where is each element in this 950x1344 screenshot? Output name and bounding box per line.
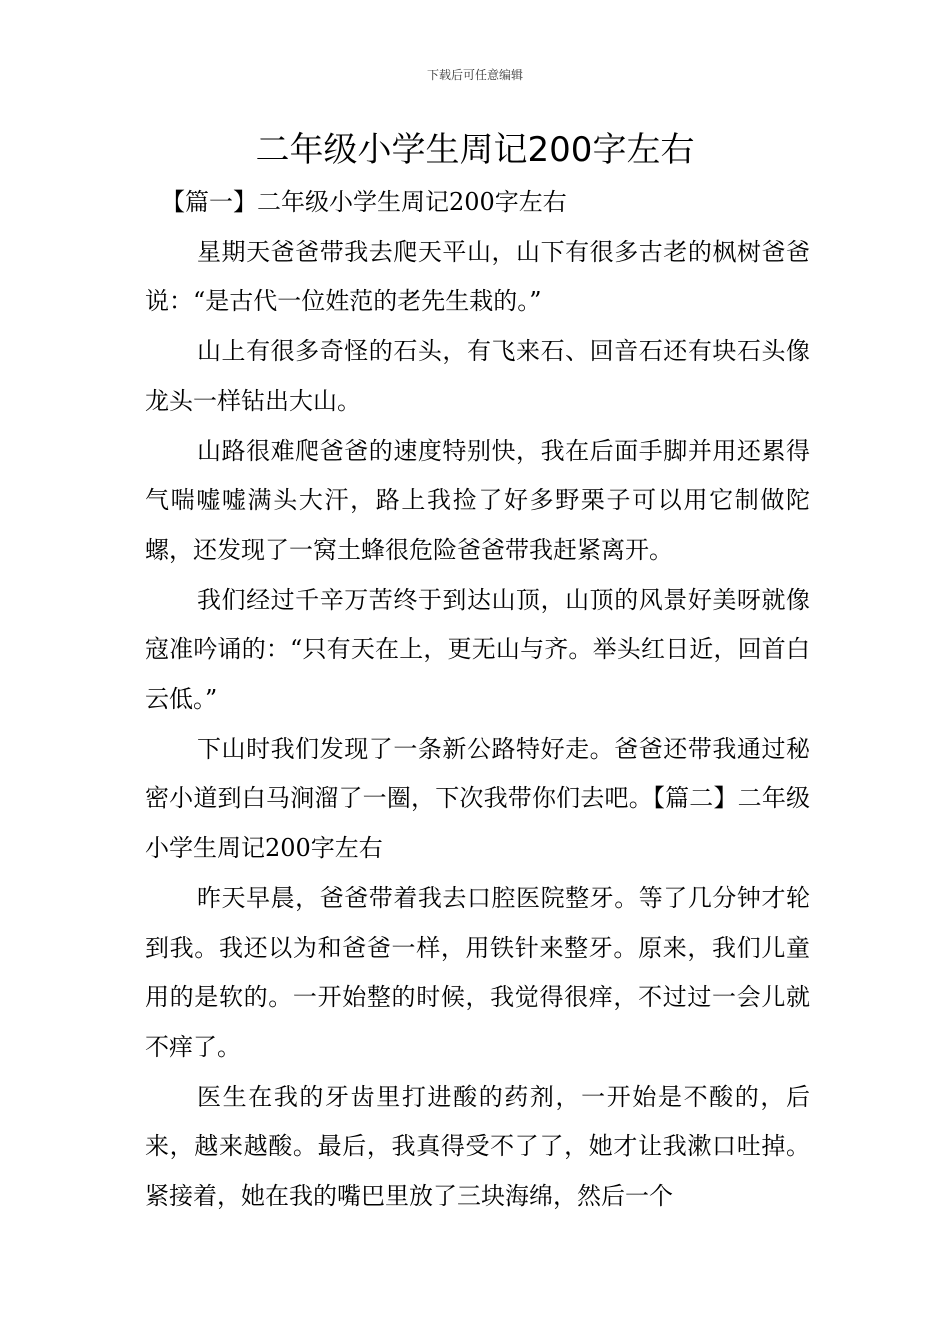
section-heading: 【篇一】二年级小学生周记200字左右 (161, 188, 567, 216)
document-title: 二年级小学生周记200字左右 (255, 130, 695, 170)
paragraph: 我们经过千辛万苦终于到达山顶，山顶的风景好美呀就像寇准吟诵的：“只有天在上，更无山与齐。举头红日近，回首白云低。” (145, 585, 810, 714)
document-body (145, 178, 810, 1222)
paragraph: 下山时我们发现了一条新公路特好走。爸爸还带我通过秘密小道到白马涧溜了一圈，下次我带你们去吧。【篇二】二年级小学生周记200字左右 (145, 734, 810, 863)
paragraph: 星期天爸爸带我去爬天平山，山下有很多古老的枫树爸爸说：“是古代一位姓范的老先生栽的。” (145, 237, 810, 316)
paragraph: 昨天早晨，爸爸带着我去口腔医院整牙。等了几分钟才轮到我。我还以为和爸爸一样，用铁针来整牙。原来，我们儿童用的是软的。一开始整的时候，我觉得很痒，不过过一会儿就不痒了。 (145, 883, 810, 1061)
header-note: 下载后可任意编辑 (426, 68, 523, 82)
paragraph: 山路很难爬爸爸的速度特别快，我在后面手脚并用还累得气喘嘘嘘满头大汗，路上我捡了好多野栗子可以用它制做陀螺，还发现了一窝土蜂很危险爸爸带我赶紧离开。 (145, 436, 810, 564)
paragraph: 山上有很多奇怪的石头，有飞来石、回音石还有块石头像龙头一样钻出大山。 (145, 337, 810, 415)
paragraph: 医生在我的牙齿里打进酸的药剂，一开始是不酸的，后来，越来越酸。最后，我真得受不了了，她才让我漱口吐掉。紧接着，她在我的嘴巴里放了三块海绵，然后一个 (145, 1082, 810, 1211)
